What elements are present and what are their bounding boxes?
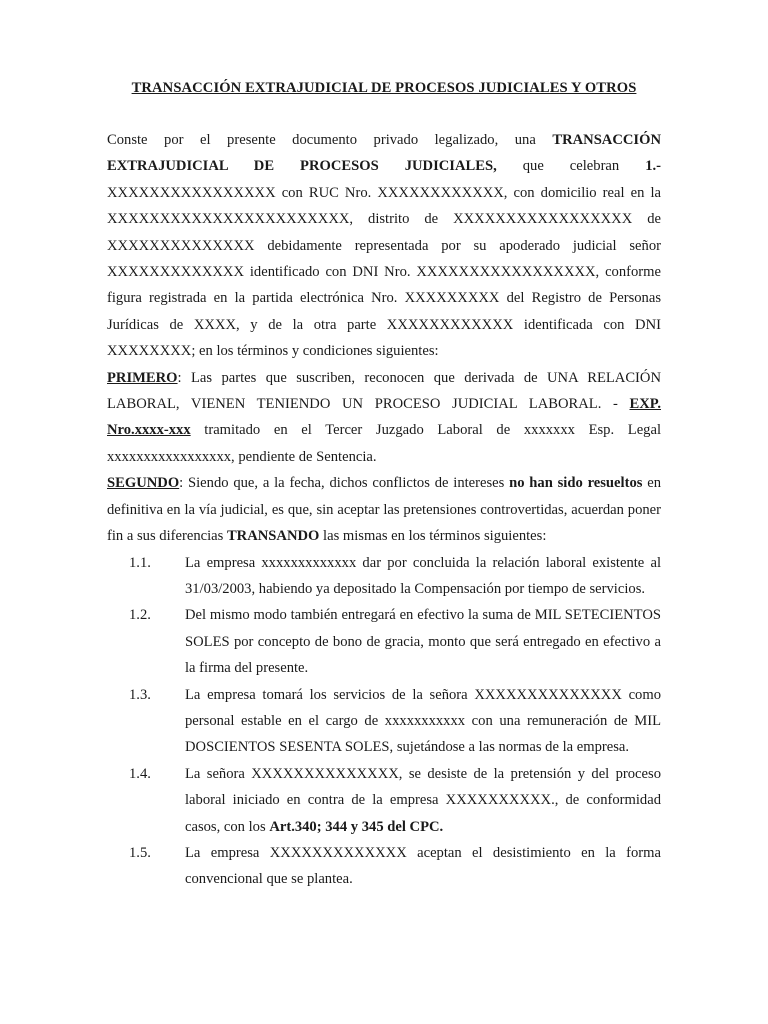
list-item-number: 1.4. (129, 765, 151, 782)
list-item (107, 550, 661, 603)
clause-primero (107, 365, 661, 471)
list-item (107, 602, 661, 681)
expediente-number: EXP. Nro.xxxx-xxx (107, 396, 661, 439)
list-item-text-part: La señora XXXXXXXXXXXXXX, se desiste de la pretensión y del proceso laboral iniciado en contra de la empresa XXXXXXXXXX., de conformidad casos, con los (185, 765, 661, 835)
list-item-number: 1.3. (129, 686, 151, 703)
intro-text: XXXXXXXXXXXXXXXX con RUC Nro. XXXXXXXXXXXX, con domicilio real en la XXXXXXXXXXXXXXXXXXXXXXX, distrito de XXXXXXXXXXXXXXXXX de XXXXXXXXXXXXXX debidamente representada por su apoderado judicial señor XXXXXXXXXXXXX identificado con DNI Nro. XXXXXXXXXXXXXXXXX, conforme figura registrada en la partida electrónica Nro. XXXXXXXXX del Registro de Personas Jurídicas de XXXX, y de la otra parte XXXXXXXXXXXX identificada con DNI XXXXXXXX; en los términos y condiciones siguientes: (107, 184, 661, 360)
list-item-text: La empresa XXXXXXXXXXXXX aceptan el desistimiento en la forma convencional que se plantea. (185, 844, 661, 888)
intro-bold-number: 1.- (645, 158, 661, 175)
list-item-number: 1.2. (129, 607, 151, 624)
clause-text: : Las partes que suscriben, reconocen que derivada de UNA RELACIÓN LABORAL, VIENEN TENIENDO UN PROCESO JUDICIAL LABORAL. - (107, 369, 661, 413)
clause-text: en definitiva en la vía judicial, es que, sin aceptar las pretensiones controvertidas, acuerdan poner fin a sus diferencias (107, 475, 661, 545)
clause-text: las mismas en los términos siguientes: (319, 528, 547, 545)
clause-text: : Siendo que, a la fecha, dichos conflictos de intereses (179, 475, 510, 492)
intro-text: que celebran (496, 158, 646, 175)
clause-bold-text: TRANSANDO (226, 528, 320, 545)
list-item-text: Del mismo modo también entregará en efectivo la suma de MIL SETECIENTOS SOLES por concepto de bono de gracia, monto que será entregado en efectivo a la firma del presente. (185, 607, 661, 677)
list-item-text (185, 761, 661, 840)
clause-bold-text: no han sido resueltos (509, 475, 643, 492)
clause-label: SEGUNDO (107, 475, 180, 492)
list-item-text: La empresa tomará los servicios de la señora XXXXXXXXXXXXXX como personal estable en el cargo de xxxxxxxxxxx con una remuneración de MIL DOSCIENTOS SESENTA SOLES, sujetándose a las normas de la empresa. (185, 686, 661, 756)
list-item-bold-part: Art.340; 344 y 345 del CPC. (269, 818, 444, 835)
list-item (107, 840, 661, 893)
clause-label: PRIMERO (107, 369, 178, 386)
list-item-number: 1.1. (129, 554, 151, 571)
intro-text: Conste por el presente documento privado legalizado, una (107, 132, 553, 148)
document-title: TRANSACCIÓN EXTRAJUDICIAL DE PROCESOS JUDICIALES Y OTROS (131, 80, 637, 96)
terms-list (107, 550, 661, 893)
list-item (107, 682, 661, 761)
list-item (107, 761, 661, 840)
clause-segundo (107, 470, 661, 549)
list-item-text: La empresa xxxxxxxxxxxxx dar por concluida la relación laboral existente al 31/03/2003, habiendo ya depositado la Compensación por tiempo de servicios. (185, 554, 661, 597)
intro-bold-title: TRANSACCIÓN EXTRAJUDICIAL DE PROCESOS JUDICIALES, (107, 132, 661, 175)
intro-paragraph (107, 127, 661, 365)
list-item-number: 1.5. (129, 844, 151, 861)
clause-text: tramitado en el Tercer Juzgado Laboral de xxxxxxx Esp. Legal xxxxxxxxxxxxxxxxx, pendiente de Sentencia. (107, 422, 661, 465)
